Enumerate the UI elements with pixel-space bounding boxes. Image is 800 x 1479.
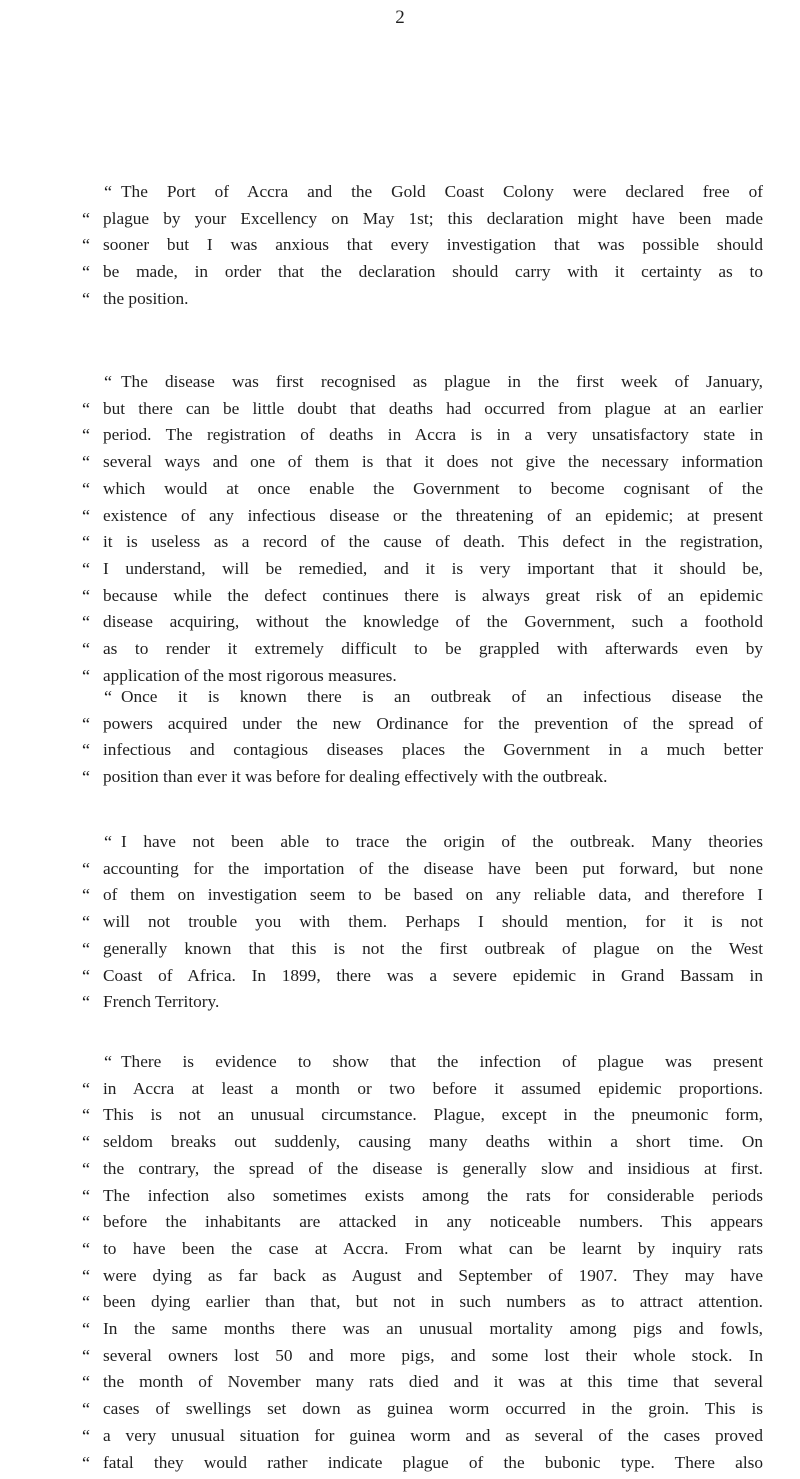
line-text: will not trouble you with them. Perhaps I should mention, for it is not <box>103 912 763 931</box>
text-line <box>0 423 800 451</box>
line-text: sooner but I was anxious that every investigation that was possible should <box>103 235 763 254</box>
line-text: to have been the case at Accra. From what can be learnt by inquiry rats <box>103 1239 763 1258</box>
text-line <box>0 1237 800 1265</box>
open-quote-mark: “ <box>82 586 90 606</box>
line-text: powers acquired under the new Ordinance for the prevention of the spread of <box>103 714 763 733</box>
line-text: which would at once enable the Government to become cognisant of the <box>103 479 763 498</box>
open-quote-mark: “ <box>82 1453 90 1473</box>
text-line <box>0 530 800 558</box>
open-quote-mark: “ <box>82 992 90 1012</box>
line-text: Coast of Africa. In 1899, there was a severe epidemic in Grand Bassam in <box>103 966 763 985</box>
text-line <box>0 260 800 288</box>
open-quote-mark: “ <box>82 740 90 760</box>
text-line <box>0 1103 800 1131</box>
line-text: several owners lost 50 and more pigs, and some lost their whole stock. In <box>103 1346 763 1365</box>
line-text: a very unusual situation for guinea worm and as several of the cases proved <box>103 1426 763 1445</box>
open-quote-mark: “ <box>82 289 90 309</box>
open-quote-mark: “ <box>82 425 90 445</box>
line-text: several ways and one of them is that it does not give the necessary information <box>103 452 763 471</box>
open-quote-mark: “ <box>82 559 90 579</box>
text-line <box>0 557 800 585</box>
open-quote-mark: “ <box>82 1399 90 1419</box>
line-text: but there can be little doubt that deaths had occurred from plague at an earlier <box>103 399 763 418</box>
open-quote-mark: “ <box>82 262 90 282</box>
line-text: application of the most rigorous measures. <box>103 666 397 685</box>
text-line <box>0 990 800 1018</box>
open-quote-mark: “ <box>82 1346 90 1366</box>
open-quote-mark: “ <box>82 452 90 472</box>
open-quote-mark: “ <box>82 1372 90 1392</box>
open-quote-mark: “ <box>82 1132 90 1152</box>
line-text: cases of swellings set down as guinea worm occurred in the groin. This is <box>103 1399 763 1418</box>
text-line <box>0 477 800 505</box>
text-line <box>0 738 800 766</box>
open-quote-mark: “ <box>82 1105 90 1125</box>
line-text: were dying as far back as August and September of 1907. They may have <box>103 1266 763 1285</box>
text-line <box>0 180 800 208</box>
text-line <box>0 1264 800 1292</box>
line-text: I have not been able to trace the origin of the outbreak. Many theories <box>121 832 763 851</box>
line-text: infectious and contagious diseases places the Government in a much better <box>103 740 763 759</box>
text-line <box>0 287 800 315</box>
text-line <box>0 637 800 665</box>
open-quote-mark: “ <box>82 1159 90 1179</box>
text-line <box>0 857 800 885</box>
line-text: accounting for the importation of the disease have been put forward, but none <box>103 859 763 878</box>
open-quote-mark: “ <box>82 399 90 419</box>
open-quote-mark: “ <box>82 1292 90 1312</box>
text-line <box>0 450 800 478</box>
open-quote-mark: “ <box>82 714 90 734</box>
text-line <box>0 1317 800 1345</box>
line-text: fatal they would rather indicate plague of the bubonic type. There also <box>103 1453 763 1472</box>
line-text: of them on investigation seem to be based on any reliable data, and therefore I <box>103 885 763 904</box>
open-quote-mark: “ <box>82 1079 90 1099</box>
open-quote-mark: “ <box>82 939 90 959</box>
text-line <box>0 883 800 911</box>
text-line <box>0 964 800 992</box>
line-text: I understand, will be remedied, and it is very important that it should be, <box>103 559 763 578</box>
open-quote-mark: “ <box>104 1052 112 1072</box>
text-line <box>0 1157 800 1185</box>
open-quote-mark: “ <box>82 912 90 932</box>
open-quote-mark: “ <box>82 1186 90 1206</box>
line-text: before the inhabitants are attacked in any noticeable numbers. This appears <box>103 1212 763 1231</box>
text-line <box>0 207 800 235</box>
open-quote-mark: “ <box>104 182 112 202</box>
open-quote-mark: “ <box>104 832 112 852</box>
text-line <box>0 1451 800 1479</box>
text-line <box>0 1424 800 1452</box>
text-line <box>0 584 800 612</box>
line-text: The disease was first recognised as plague in the first week of January, <box>121 372 763 391</box>
text-line <box>0 1050 800 1078</box>
text-line <box>0 610 800 638</box>
text-line <box>0 937 800 965</box>
line-text: in Accra at least a month or two before it assumed epidemic proportions. <box>103 1079 763 1098</box>
text-line <box>0 1077 800 1105</box>
line-text: seldom breaks out suddenly, causing many deaths within a short time. On <box>103 1132 763 1151</box>
open-quote-mark: “ <box>82 612 90 632</box>
line-text: period. The registration of deaths in Accra is in a very unsatisfactory state in <box>103 425 763 444</box>
open-quote-mark: “ <box>82 506 90 526</box>
open-quote-mark: “ <box>82 1266 90 1286</box>
line-text: The infection also sometimes exists among the rats for considerable periods <box>103 1186 763 1205</box>
line-text: plague by your Excellency on May 1st; this declaration might have been made <box>103 209 763 228</box>
open-quote-mark: “ <box>82 1426 90 1446</box>
open-quote-mark: “ <box>82 1319 90 1339</box>
open-quote-mark: “ <box>82 885 90 905</box>
open-quote-mark: “ <box>82 1239 90 1259</box>
line-text: There is evidence to show that the infection of plague was present <box>121 1052 763 1071</box>
line-text: the position. <box>103 289 189 308</box>
text-line <box>0 397 800 425</box>
text-line <box>0 765 800 793</box>
line-text: French Territory. <box>103 992 220 1011</box>
line-text: be made, in order that the declaration should carry with it certainty as to <box>103 262 763 281</box>
line-text: Once it is known there is an outbreak of an infectious disease the <box>121 687 763 706</box>
open-quote-mark: “ <box>82 639 90 659</box>
line-text: In the same months there was an unusual mortality among pigs and fowls, <box>103 1319 763 1338</box>
open-quote-mark: “ <box>82 235 90 255</box>
line-text: because while the defect continues there is always great risk of an epidemic <box>103 586 763 605</box>
open-quote-mark: “ <box>82 966 90 986</box>
open-quote-mark: “ <box>82 532 90 552</box>
line-text: it is useless as a record of the cause of death. This defect in the registration, <box>103 532 763 551</box>
open-quote-mark: “ <box>104 687 112 707</box>
open-quote-mark: “ <box>82 666 90 686</box>
text-line <box>0 1130 800 1158</box>
open-quote-mark: “ <box>82 859 90 879</box>
text-line <box>0 910 800 938</box>
open-quote-mark: “ <box>82 1212 90 1232</box>
open-quote-mark: “ <box>82 209 90 229</box>
line-text: been dying earlier than that, but not in such numbers as to attract attention. <box>103 1292 763 1311</box>
line-text: position than ever it was before for dealing effectively with the outbreak. <box>103 767 608 786</box>
line-text: the contrary, the spread of the disease is generally slow and insidious at first. <box>103 1159 763 1178</box>
open-quote-mark: “ <box>82 479 90 499</box>
text-line <box>0 1290 800 1318</box>
text-line <box>0 1370 800 1398</box>
open-quote-mark: “ <box>82 767 90 787</box>
line-text: as to render it extremely difficult to be grappled with afterwards even by <box>103 639 763 658</box>
text-line <box>0 1184 800 1212</box>
text-line <box>0 370 800 398</box>
line-text: disease acquiring, without the knowledge of the Government, such a foothold <box>103 612 763 631</box>
text-line <box>0 830 800 858</box>
text-line <box>0 685 800 713</box>
text-line <box>0 712 800 740</box>
line-text: The Port of Accra and the Gold Coast Colony were declared free of <box>121 182 763 201</box>
text-line <box>0 504 800 532</box>
text-line <box>0 1397 800 1425</box>
line-text: existence of any infectious disease or the threatening of an epidemic; at present <box>103 506 763 525</box>
line-text: generally known that this is not the first outbreak of plague on the West <box>103 939 763 958</box>
text-line <box>0 233 800 261</box>
open-quote-mark: “ <box>104 372 112 392</box>
line-text: the month of November many rats died and it was at this time that several <box>103 1372 763 1391</box>
page-number: 2 <box>395 7 405 28</box>
text-line <box>0 1344 800 1372</box>
text-line <box>0 1210 800 1238</box>
line-text: This is not an unusual circumstance. Plague, except in the pneumonic form, <box>103 1105 763 1124</box>
